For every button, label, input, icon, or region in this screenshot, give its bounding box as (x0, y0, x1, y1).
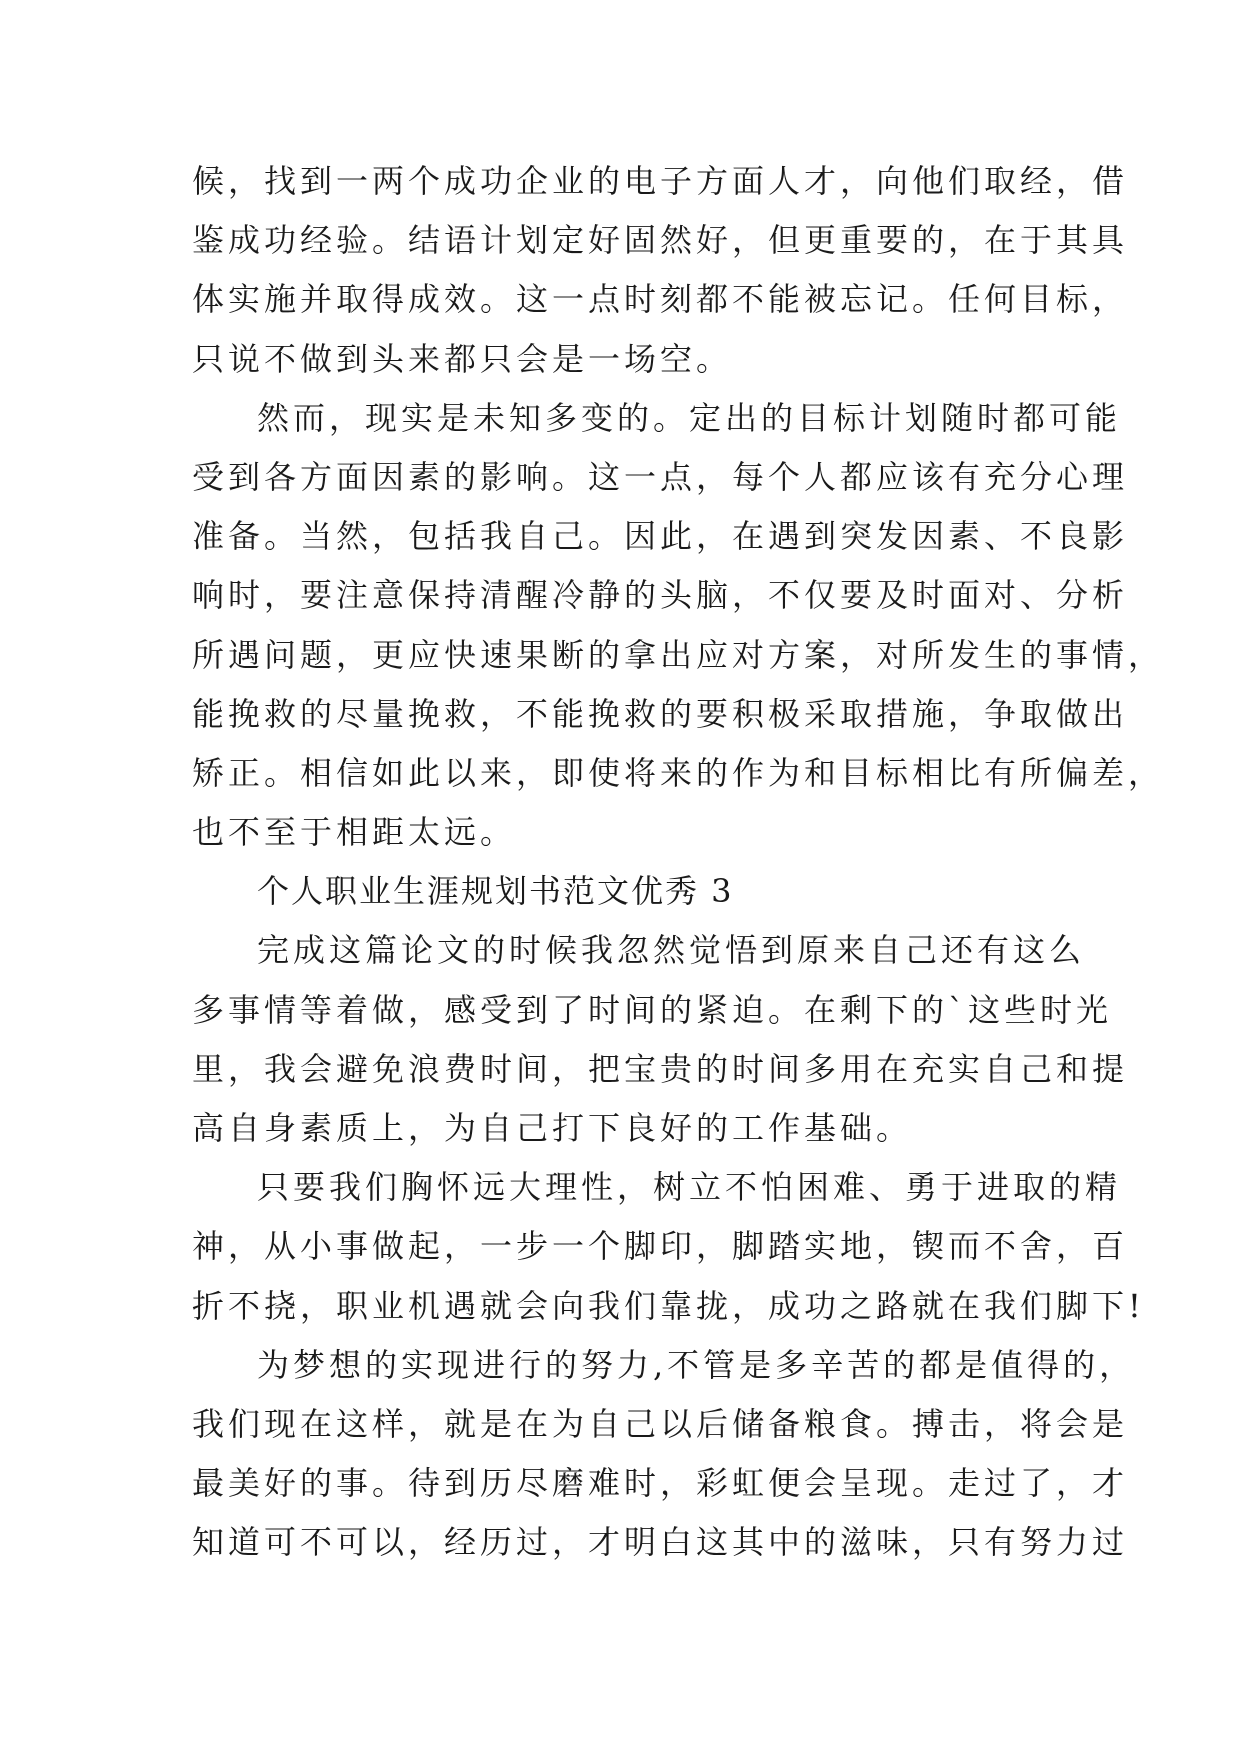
paragraph-line: 最美好的事。待到历尽磨难时，彩虹便会呈现。走过了，才 (192, 1464, 1129, 1503)
paragraph-line: 里，我会避免浪费时间，把宝贵的时间多用在充实自己和提 (192, 1049, 1129, 1088)
paragraph-line: 只说不做到头来都只会是一场空。 (192, 339, 733, 378)
paragraph-line: 矫正。相信如此以来，即使将来的作为和目标相比有所偏差， (192, 753, 1165, 792)
paragraph-line: 神，从小事做起，一步一个脚印，脚踏实地，锲而不舍，百 (192, 1227, 1129, 1266)
paragraph-first-line: 为梦想的实现进行的努力,不管是多辛苦的都是值得的， (257, 1345, 1136, 1384)
paragraph-first-line: 完成这篇论文的时候我忽然觉悟到原来自己还有这么 (257, 931, 1086, 970)
paragraph-line: 所遇问题，更应快速果断的拿出应对方案，对所发生的事情， (192, 635, 1165, 674)
paragraph-line: 受到各方面因素的影响。这一点，每个人都应该有充分心理 (192, 457, 1129, 496)
paragraph-line: 折不挠，职业机遇就会向我们靠拢，成功之路就在我们脚下! (192, 1286, 1145, 1325)
paragraph-line: 响时，要注意保持清醒冷静的头脑，不仅要及时面对、分析 (192, 576, 1129, 615)
paragraph-line: 知道可不可以，经历过，才明白这其中的滋味，只有努力过 (192, 1523, 1129, 1562)
paragraph-first-line: 只要我们胸怀远大理性，树立不怕困难、勇于进取的精 (257, 1168, 1122, 1207)
paragraph-line: 体实施并取得成效。这一点时刻都不能被忘记。任何目标， (192, 280, 1129, 319)
paragraph-line: 候，找到一两个成功企业的电子方面人才，向他们取经，借 (192, 162, 1129, 200)
paragraph-line: 能挽救的尽量挽救，不能挽救的要积极采取措施，争取做出 (192, 694, 1129, 733)
paragraph-line: 多事情等着做，感受到了时间的紧迫。在剩下的`这些时光 (192, 990, 1113, 1029)
paragraph-line: 高自身素质上，为自己打下良好的工作基础。 (192, 1109, 913, 1147)
paragraph-line: 也不至于相距太远。 (192, 813, 517, 852)
paragraph-first-line: 然而，现实是未知多变的。定出的目标计划随时都可能 (257, 398, 1122, 437)
paragraph-line: 我们现在这样，就是在为自己以后储备粮食。搏击，将会是 (192, 1404, 1129, 1443)
paragraph-line: 鉴成功经验。结语计划定好固然好，但更重要的，在于其具 (192, 221, 1129, 260)
document-body (192, 152, 1165, 1573)
section-heading: 个人职业生涯规划书范文优秀 3 (257, 872, 734, 911)
paragraph-line: 准备。当然，包括我自己。因此，在遇到突发因素、不良影 (192, 517, 1129, 556)
